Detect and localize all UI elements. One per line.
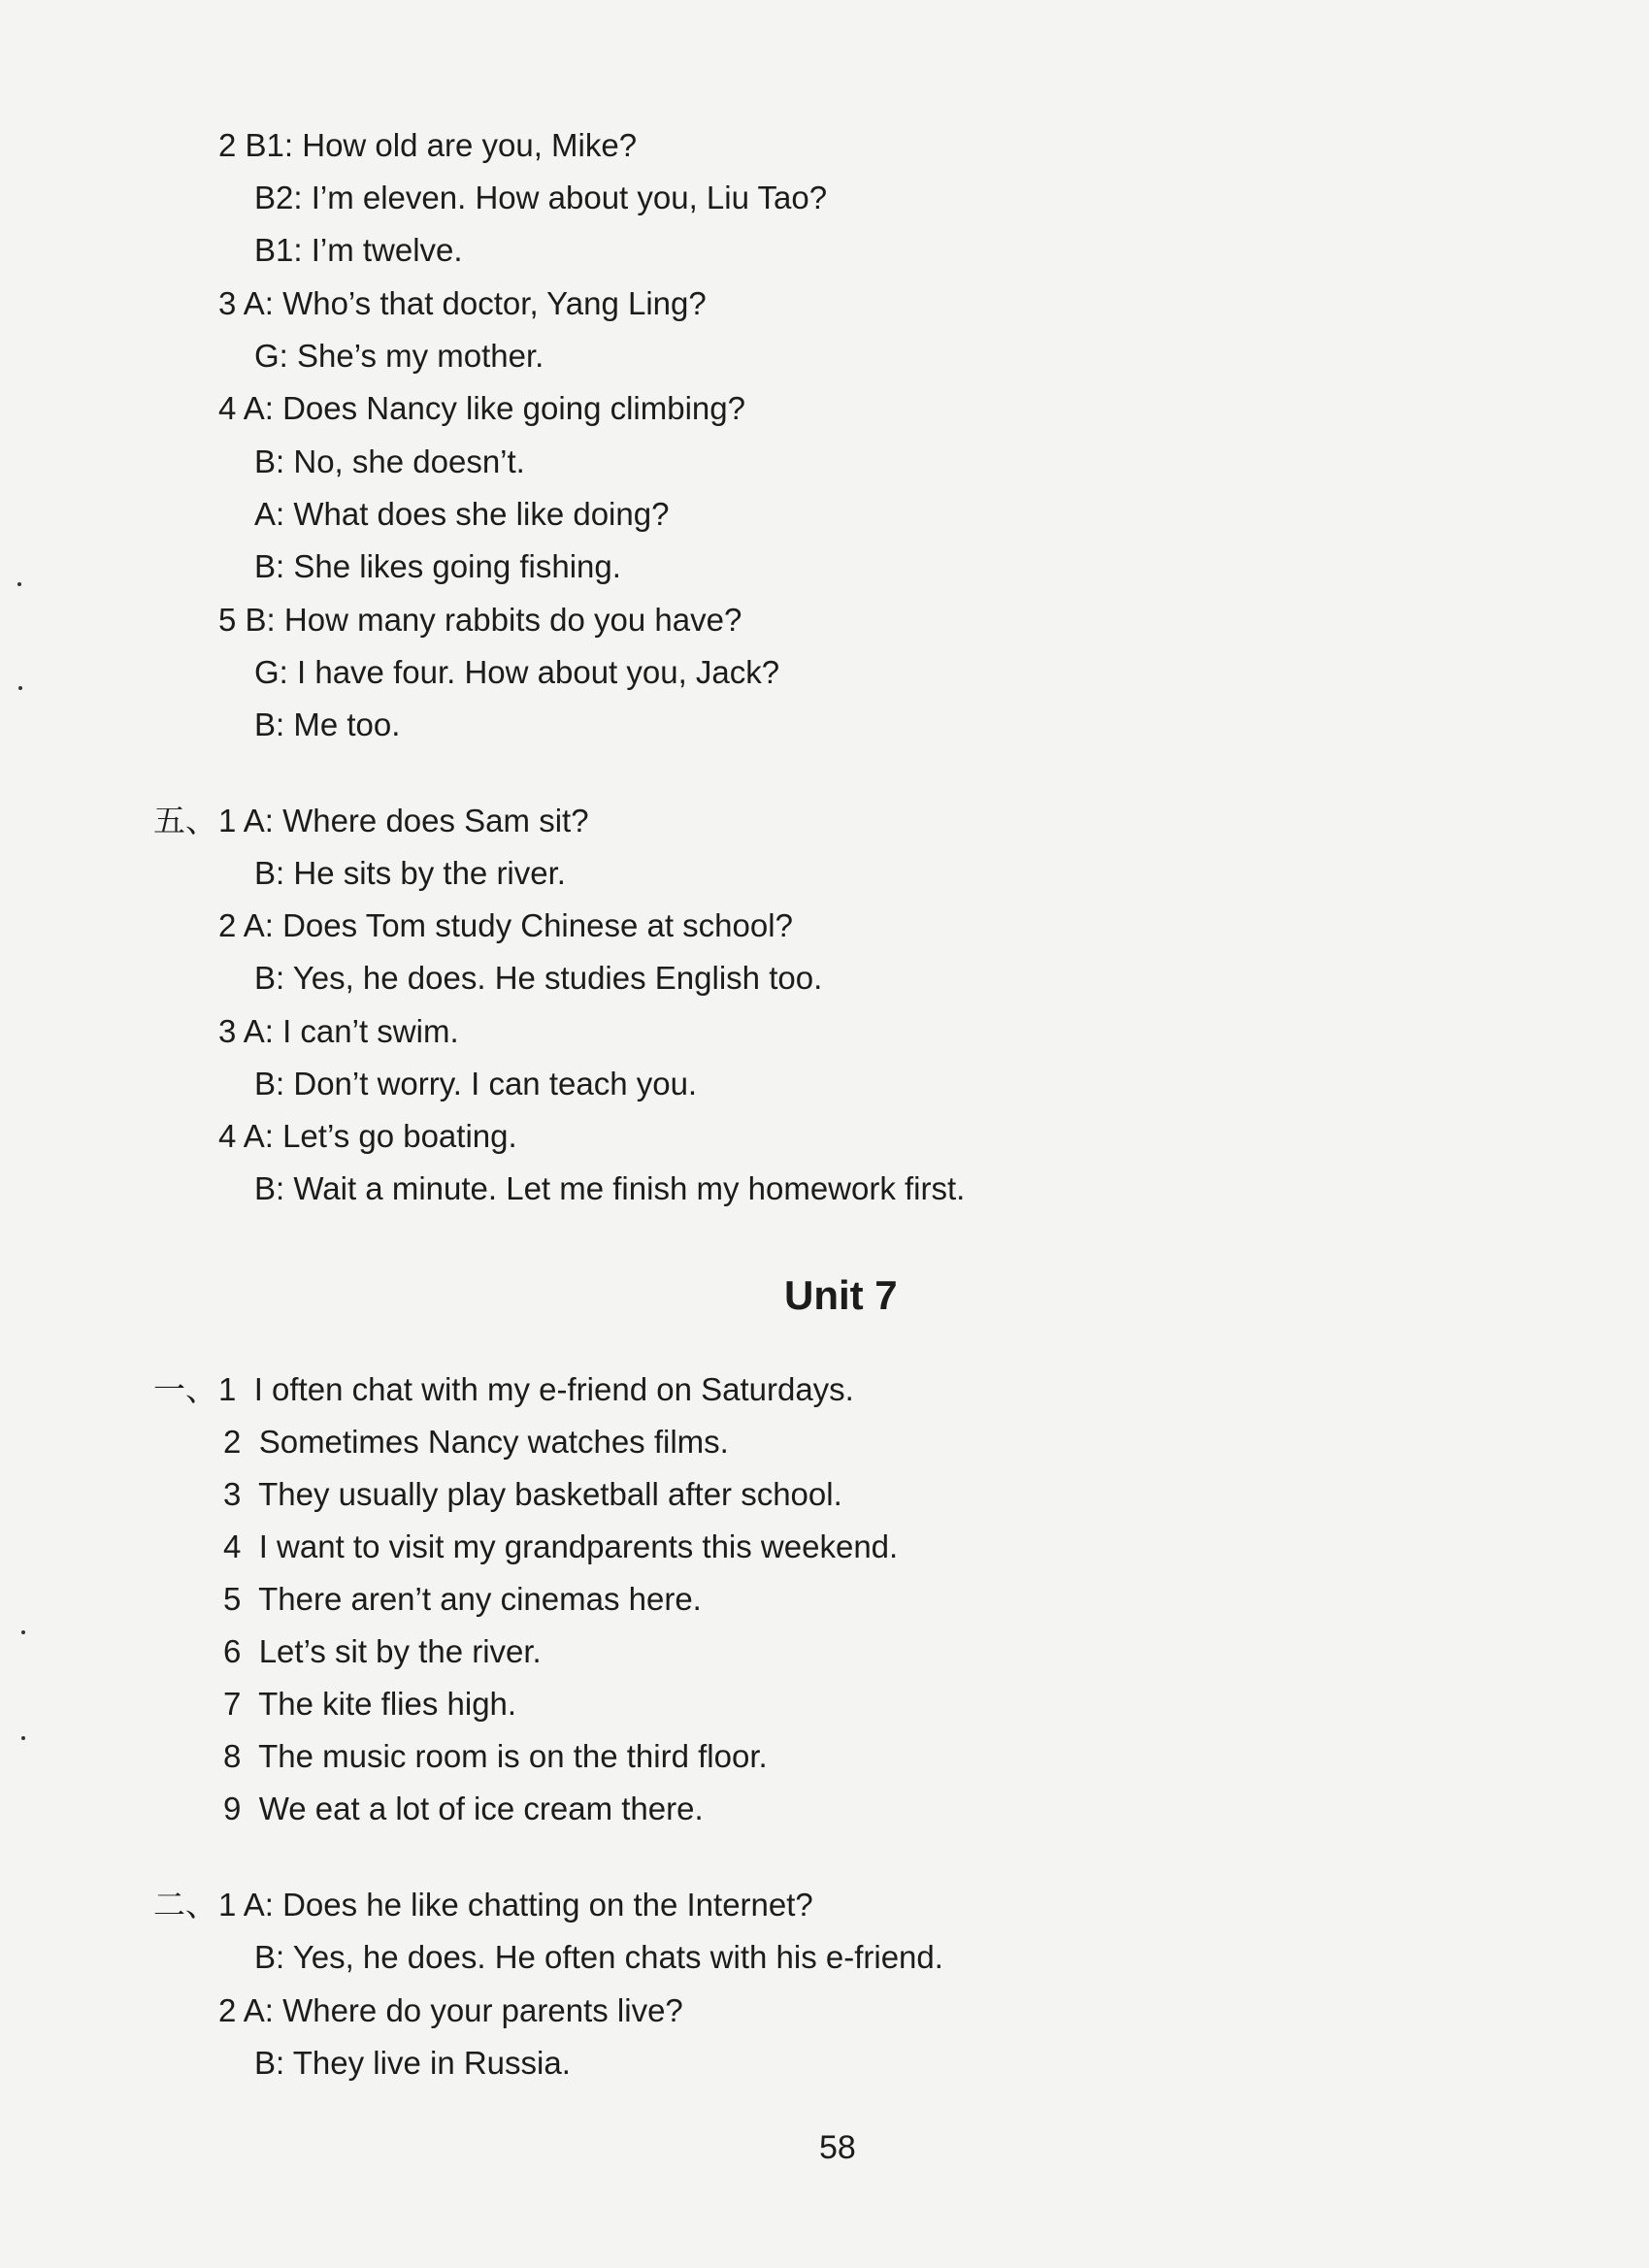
dialogue-line: B: Me too.	[254, 707, 401, 742]
sentence-line: 5 There aren’t any cinemas here.	[223, 1581, 702, 1617]
dialogue-line: B: He sits by the river.	[254, 855, 566, 891]
scan-speck	[21, 1736, 25, 1740]
dialogue-line: 3 A: I can’t swim.	[218, 1013, 459, 1049]
dialogue-line: A: What does she like doing?	[254, 496, 670, 532]
dialogue-line: 5 B: How many rabbits do you have?	[218, 602, 742, 638]
dialogue-line: B1: I’m twelve.	[254, 232, 463, 268]
sentence-line: 9 We eat a lot of ice cream there.	[223, 1791, 704, 1826]
section-marker: 二、	[153, 1887, 217, 1923]
dialogue-line: 2 A: Does Tom study Chinese at school?	[218, 907, 793, 943]
dialogue-line: 4 A: Let’s go boating.	[218, 1118, 517, 1154]
section-marker: 一、	[153, 1371, 217, 1407]
dialogue-line: B: Yes, he does. He often chats with his e-friend.	[254, 1939, 943, 1975]
dialogue-line: 3 A: Who’s that doctor, Yang Ling?	[218, 285, 707, 321]
dialogue-line: G: She’s my mother.	[254, 338, 544, 374]
dialogue-line: B: Wait a minute. Let me finish my homework first.	[254, 1170, 966, 1206]
dialogue-line: 1 A: Does he like chatting on the Internet?	[218, 1887, 813, 1923]
section-marker: 五、	[153, 803, 217, 838]
sentence-line: 2 Sometimes Nancy watches films.	[223, 1424, 729, 1460]
sentence-line: 7 The kite flies high.	[223, 1686, 517, 1722]
sentence-line: 6 Let’s sit by the river.	[223, 1633, 542, 1669]
scan-speck	[21, 1630, 25, 1634]
scan-speck	[17, 582, 21, 586]
dialogue-line: 4 A: Does Nancy like going climbing?	[218, 390, 745, 426]
sentence-line: 1 I often chat with my e-friend on Saturdays.	[218, 1371, 854, 1407]
dialogue-line: B: No, she doesn’t.	[254, 444, 525, 479]
sentence-line: 8 The music room is on the third floor.	[223, 1738, 768, 1774]
dialogue-line: B: Don’t worry. I can teach you.	[254, 1066, 698, 1101]
unit-title: Unit 7	[784, 1272, 898, 1318]
sentence-line: 3 They usually play basketball after school.	[223, 1476, 842, 1512]
dialogue-line: G: I have four. How about you, Jack?	[254, 654, 780, 690]
page-number: 58	[819, 2129, 856, 2166]
dialogue-line: 2 A: Where do your parents live?	[218, 1992, 683, 2028]
sentence-line: 4 I want to visit my grandparents this weekend.	[223, 1528, 899, 1564]
dialogue-line: B2: I’m eleven. How about you, Liu Tao?	[254, 180, 828, 215]
dialogue-line: 1 A: Where does Sam sit?	[218, 803, 589, 838]
dialogue-line: 2 B1: How old are you, Mike?	[218, 127, 638, 163]
dialogue-line: B: They live in Russia.	[254, 2045, 571, 2081]
scan-speck	[18, 686, 22, 690]
dialogue-line: B: She likes going fishing.	[254, 548, 621, 584]
dialogue-line: B: Yes, he does. He studies English too.	[254, 960, 823, 996]
